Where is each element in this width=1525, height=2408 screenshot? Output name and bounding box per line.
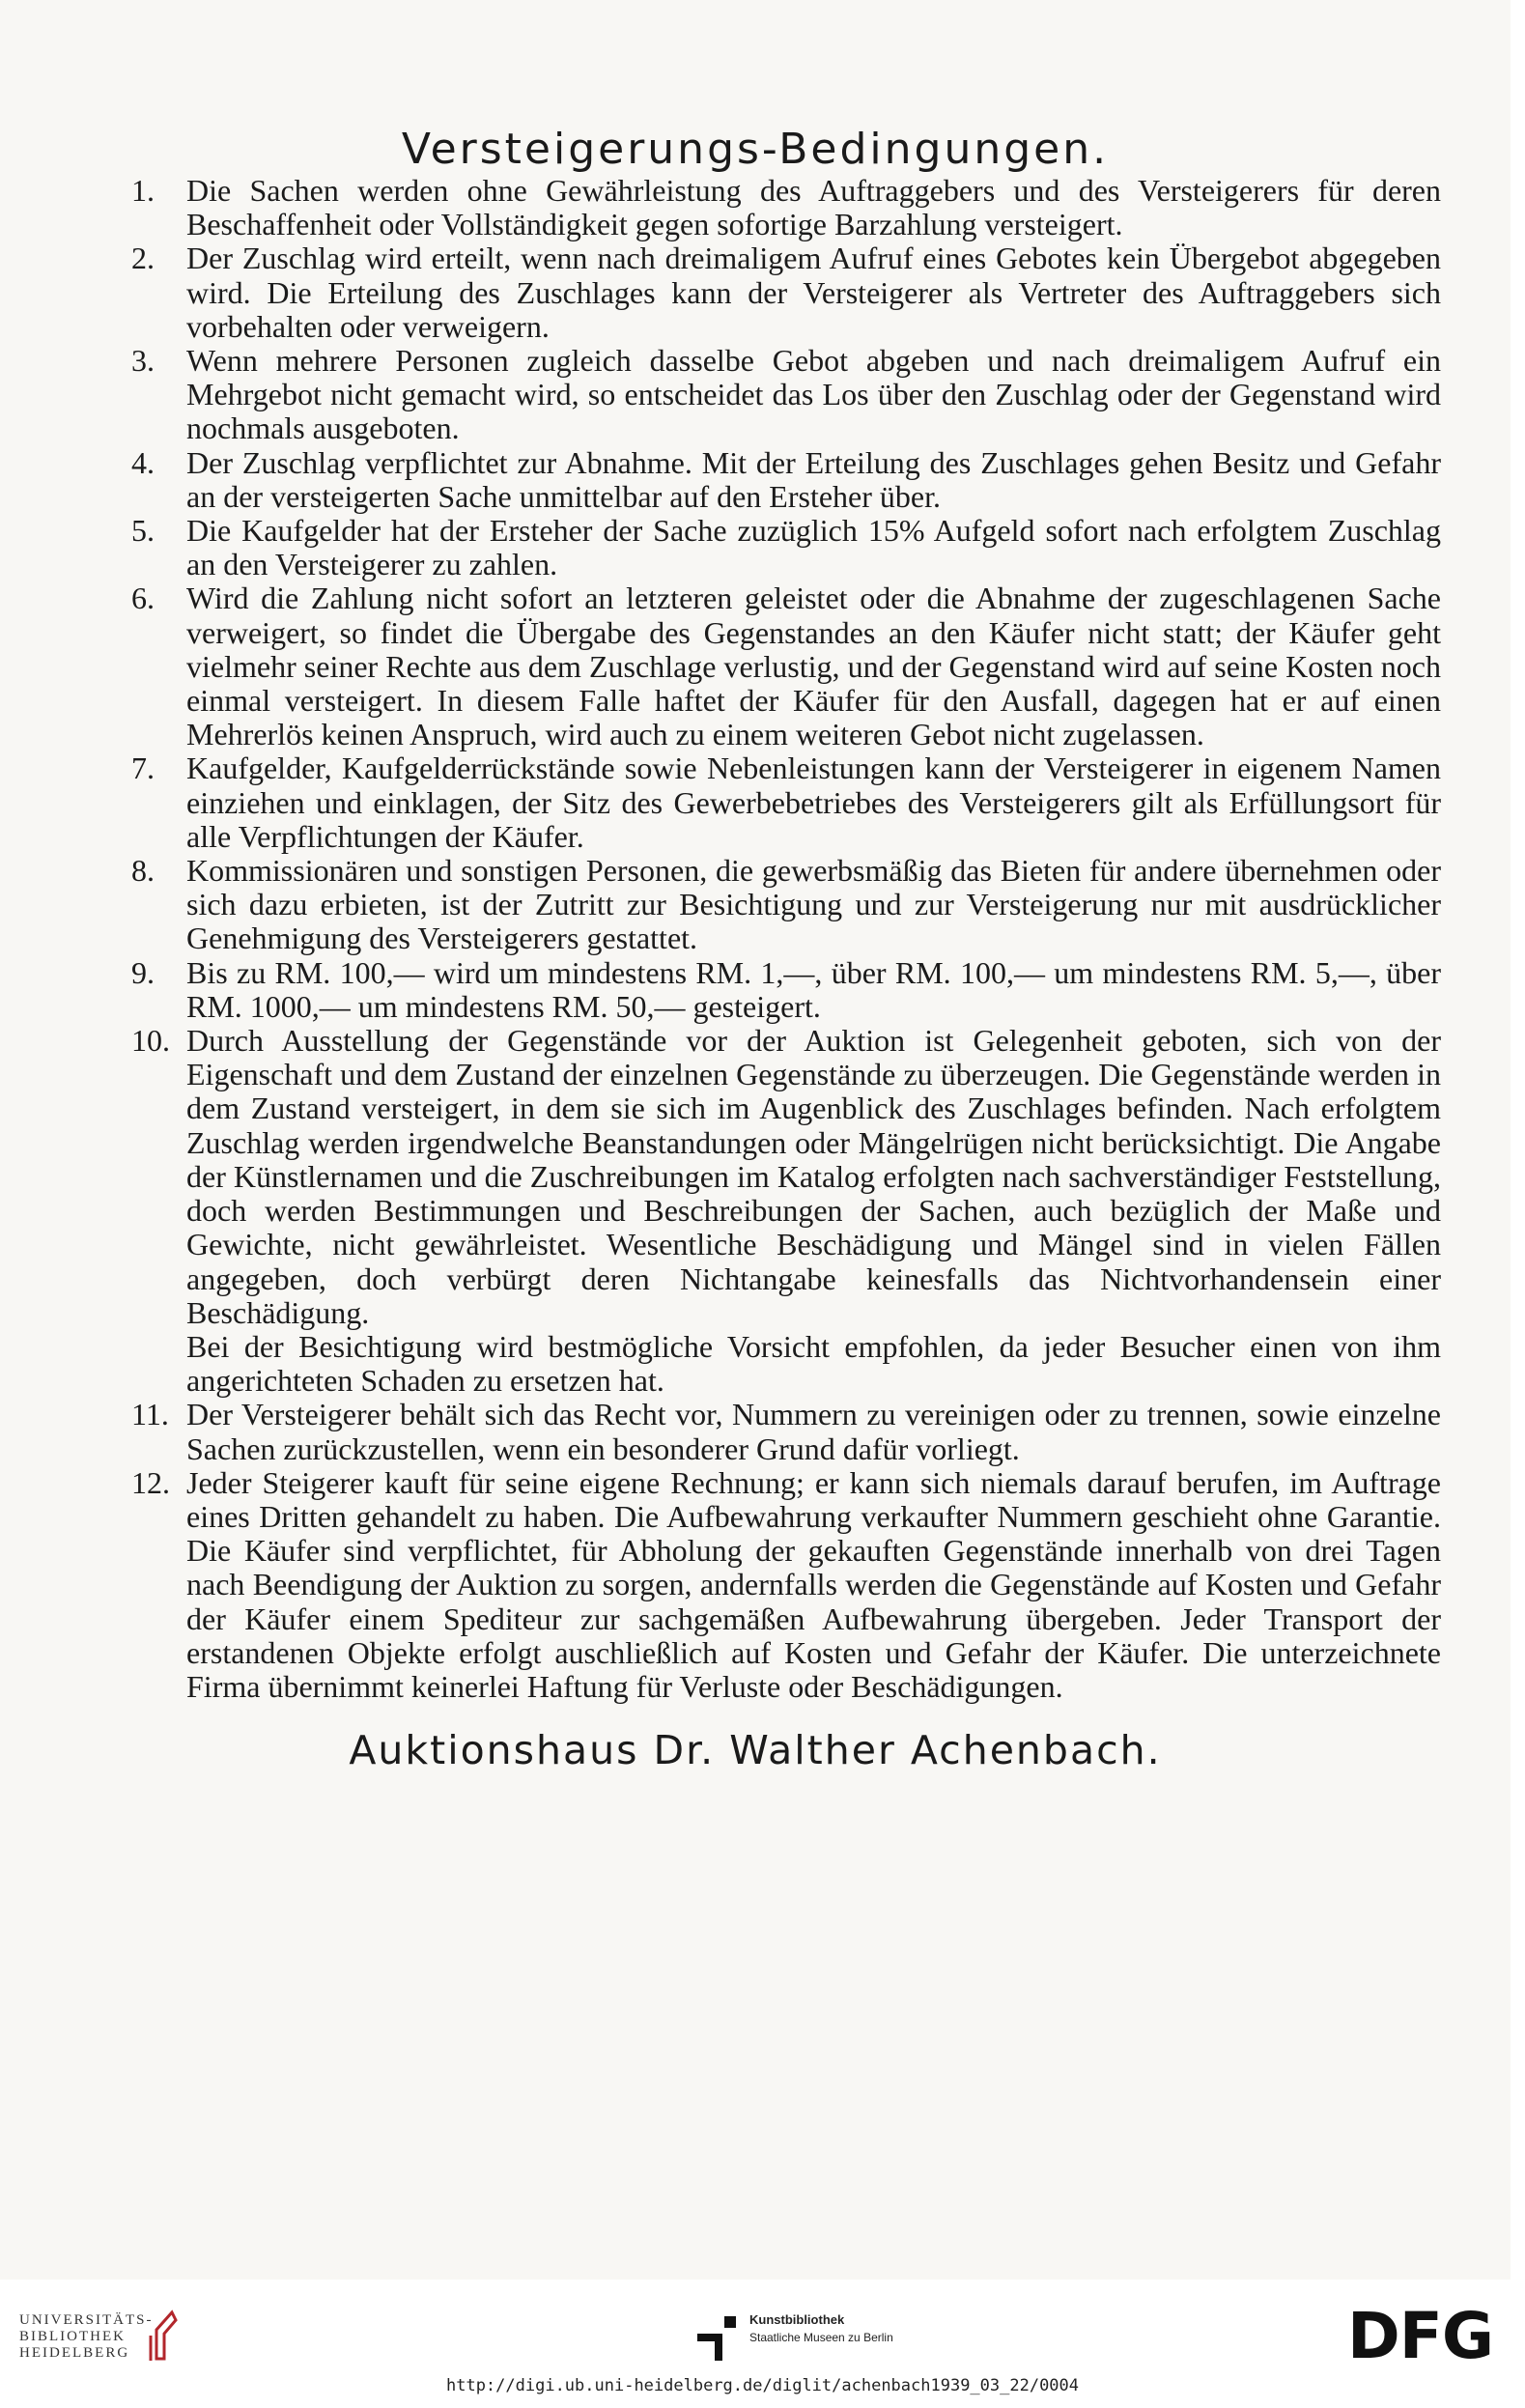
- condition-item: [131, 174, 1441, 241]
- ub-logo-line: HEIDELBERG: [19, 2345, 130, 2361]
- condition-item: [131, 1024, 1441, 1398]
- condition-text: Bis zu RM. 100,— wird um mindestens RM. 1,—, über RM. 100,— um mindestens RM. 5,—, über RM. 1000,— um mindestens RM. 50,— gesteigert.: [186, 954, 1441, 1024]
- kunstbibliothek-label: [749, 2312, 893, 2344]
- footer: [0, 2280, 1525, 2408]
- page-title: Versteigerungs-Bedingungen.: [401, 125, 1110, 175]
- condition-item: [131, 241, 1441, 344]
- condition-number: 7.: [131, 751, 155, 786]
- condition-number: 3.: [131, 343, 155, 379]
- condition-text: Wird die Zahlung nicht sofort an letzteren geleistet oder die Abnahme der zugeschlagenen Sache verweigert, so findet die Übergabe des Gegenstandes an den Käufer nicht statt; der Käufer geht vielmehr seiner Rechte aus dem Zuschlage verlustig, und der Gegenstand wird auf seine Kosten noch einmal versteigert. In diesem Falle haftet der Käufer für den Ausfall, dagegen hat er auf einen Mehrerlös keinen Anspruch, wird auch zu einem weiteren Gebot nicht zugelassen.: [186, 581, 1441, 752]
- kunstbibliothek-name: Kunstbibliothek: [749, 2312, 845, 2327]
- kunstbibliothek-subtitle: Staatliche Museen zu Berlin: [749, 2331, 893, 2344]
- condition-number: 6.: [131, 581, 155, 616]
- condition-number: 2.: [131, 241, 155, 276]
- condition-text: Kaufgelder, Kaufgelderrückstände sowie Nebenleistungen kann der Versteigerer in eigenem Namen einziehen und einklagen, der Sitz des Gewerbebetriebes des Versteigerers gilt als Erfüllungsort für alle Verpflichtungen der Käufer.: [186, 751, 1441, 854]
- ub-logo-line: UNIVERSITÄTS-: [19, 2312, 154, 2328]
- condition-text: Durch Ausstellung der Gegenstände vor der Auktion ist Gelegenheit geboten, sich von der Eigenschaft und dem Zustand der einzelnen Gegenstände zu überzeugen. Die Gegenstände werden in dem Zustand versteigert, in dem sie sich im Augenblick des Zuschlages befinden. Nach erfolgtem Zuschlag werden irgendwelche Beanstandungen oder Mängelrügen nicht berücksichtigt. Die Angabe der Künstlernamen und die Zuschreibungen im Katalog erfolgten nach sachverständiger Feststellung, doch werden Bestimmungen und Beschreibungen der Sachen, auch bezüglich der Maße und Gewichte, nicht gewährleistet. Wesentliche Beschädigung und Mängel sind in vielen Fällen angegeben, doch verbürgt deren Nichtangabe keinesfalls das Nichtvorhandensein einer Beschädigung.: [186, 1023, 1441, 1330]
- ub-mark-icon: [143, 2309, 184, 2363]
- condition-number: 1.: [131, 173, 155, 208]
- condition-item: [131, 344, 1441, 446]
- condition-text: Der Zuschlag wird erteilt, wenn nach dreimaligem Aufruf eines Gebotes kein Übergebot abgegeben wird. Die Erteilung des Zuschlages kann der Versteigerer als Vertreter des Auftraggebers sich vorbehalten oder verweigern.: [186, 241, 1441, 344]
- condition-number: 11.: [131, 1397, 169, 1432]
- signature: Auktionshaus Dr. Walther Achenbach.: [349, 1727, 1162, 1774]
- condition-item: [131, 514, 1441, 581]
- condition-number: 4.: [131, 444, 155, 480]
- condition-text: Kommissionären und sonstigen Personen, die gewerbsmäßig das Bieten für andere übernehmen oder sich dazu erbieten, ist der Zutritt zur Besichtigung und zur Versteigerung nur mit ausdrücklicher Genehmigung des Versteigerers gestattet.: [186, 853, 1441, 956]
- condition-number: 10.: [131, 1023, 170, 1059]
- condition-item: [131, 854, 1441, 956]
- condition-text: Der Versteigerer behält sich das Recht vor, Nummern zu vereinigen oder zu trennen, sowie einzelne Sachen zurückzustellen, wenn ein besonderer Grund dafür vorliegt.: [186, 1397, 1441, 1466]
- condition-item: [131, 581, 1441, 751]
- condition-number: 12.: [131, 1464, 170, 1500]
- condition-item: [131, 1466, 1441, 1704]
- condition-text: Wenn mehrere Personen zugleich dasselbe Gebot abgeben und nach dreimaligem Aufruf ein Mehrgebot nicht gemacht wird, so entscheidet das Los über den Zuschlag oder der Gegenstand wird nochmals ausgeboten.: [186, 343, 1441, 446]
- permalink-url[interactable]: http://digi.ub.uni-heidelberg.de/diglit/achenbach1939_03_22/0004: [445, 2376, 1080, 2395]
- condition-item: [131, 956, 1441, 1024]
- condition-item: [131, 751, 1441, 854]
- condition-number: 8.: [131, 853, 155, 889]
- dfg-logo[interactable]: DFG: [1347, 2299, 1494, 2373]
- condition-text: Die Kaufgelder hat der Ersteher der Sache zuzüglich 15% Aufgeld sofort nach erfolgtem Zuschlag an den Versteigerer zu zahlen.: [186, 513, 1441, 582]
- university-library-logo[interactable]: [19, 2312, 154, 2362]
- condition-number: 5.: [131, 513, 155, 549]
- ub-logo-line: BIBLIOTHEK: [19, 2329, 126, 2344]
- condition-text: Jeder Steigerer kauft für seine eigene Rechnung; er kann sich niemals darauf berufen, im Auftrage eines Dritten gehandelt zu haben. Die Aufbewahrung verkaufter Nummern geschieht ohne Garantie. Die Käufer sind verpflichtet, für Abholung der gekauften Gegenstände innerhalb von drei Tagen nach Beendigung der Auktion zu sorgen, andernfalls werden die Gegenstände auf Kosten und Gefahr der Käufer einem Spediteur zur sachgemäßen Aufbewahrung übergeben. Jeder Transport der erstandenen Objekte erfolgt auschließlich auf Kosten und Gefahr der Käufer. Die unterzeichnete Firma übernimmt keinerlei Haftung für Verluste oder Beschädigungen.: [186, 1464, 1441, 1704]
- kunstbibliothek-logo-icon[interactable]: [693, 2310, 740, 2365]
- conditions-list: [131, 174, 1441, 1704]
- condition-item: [131, 446, 1441, 514]
- condition-item: [131, 1398, 1441, 1465]
- condition-number: 9.: [131, 954, 155, 990]
- condition-text: Der Zuschlag verpflichtet zur Abnahme. Mit der Erteilung des Zuschlages gehen Besitz und Gefahr an der versteigerten Sache unmittelbar auf den Ersteher über.: [186, 444, 1441, 514]
- condition-text: Die Sachen werden ohne Gewährleistung des Auftraggebers und des Versteigerers für deren Beschaffenheit oder Vollständigkeit gegen sofortige Barzahlung versteigert.: [186, 173, 1441, 242]
- condition-extra-paragraph: Bei der Besichtigung wird bestmögliche Vorsicht empfohlen, da jeder Besucher einen von ihm angerichteten Schaden zu ersetzen hat.: [186, 1328, 1441, 1399]
